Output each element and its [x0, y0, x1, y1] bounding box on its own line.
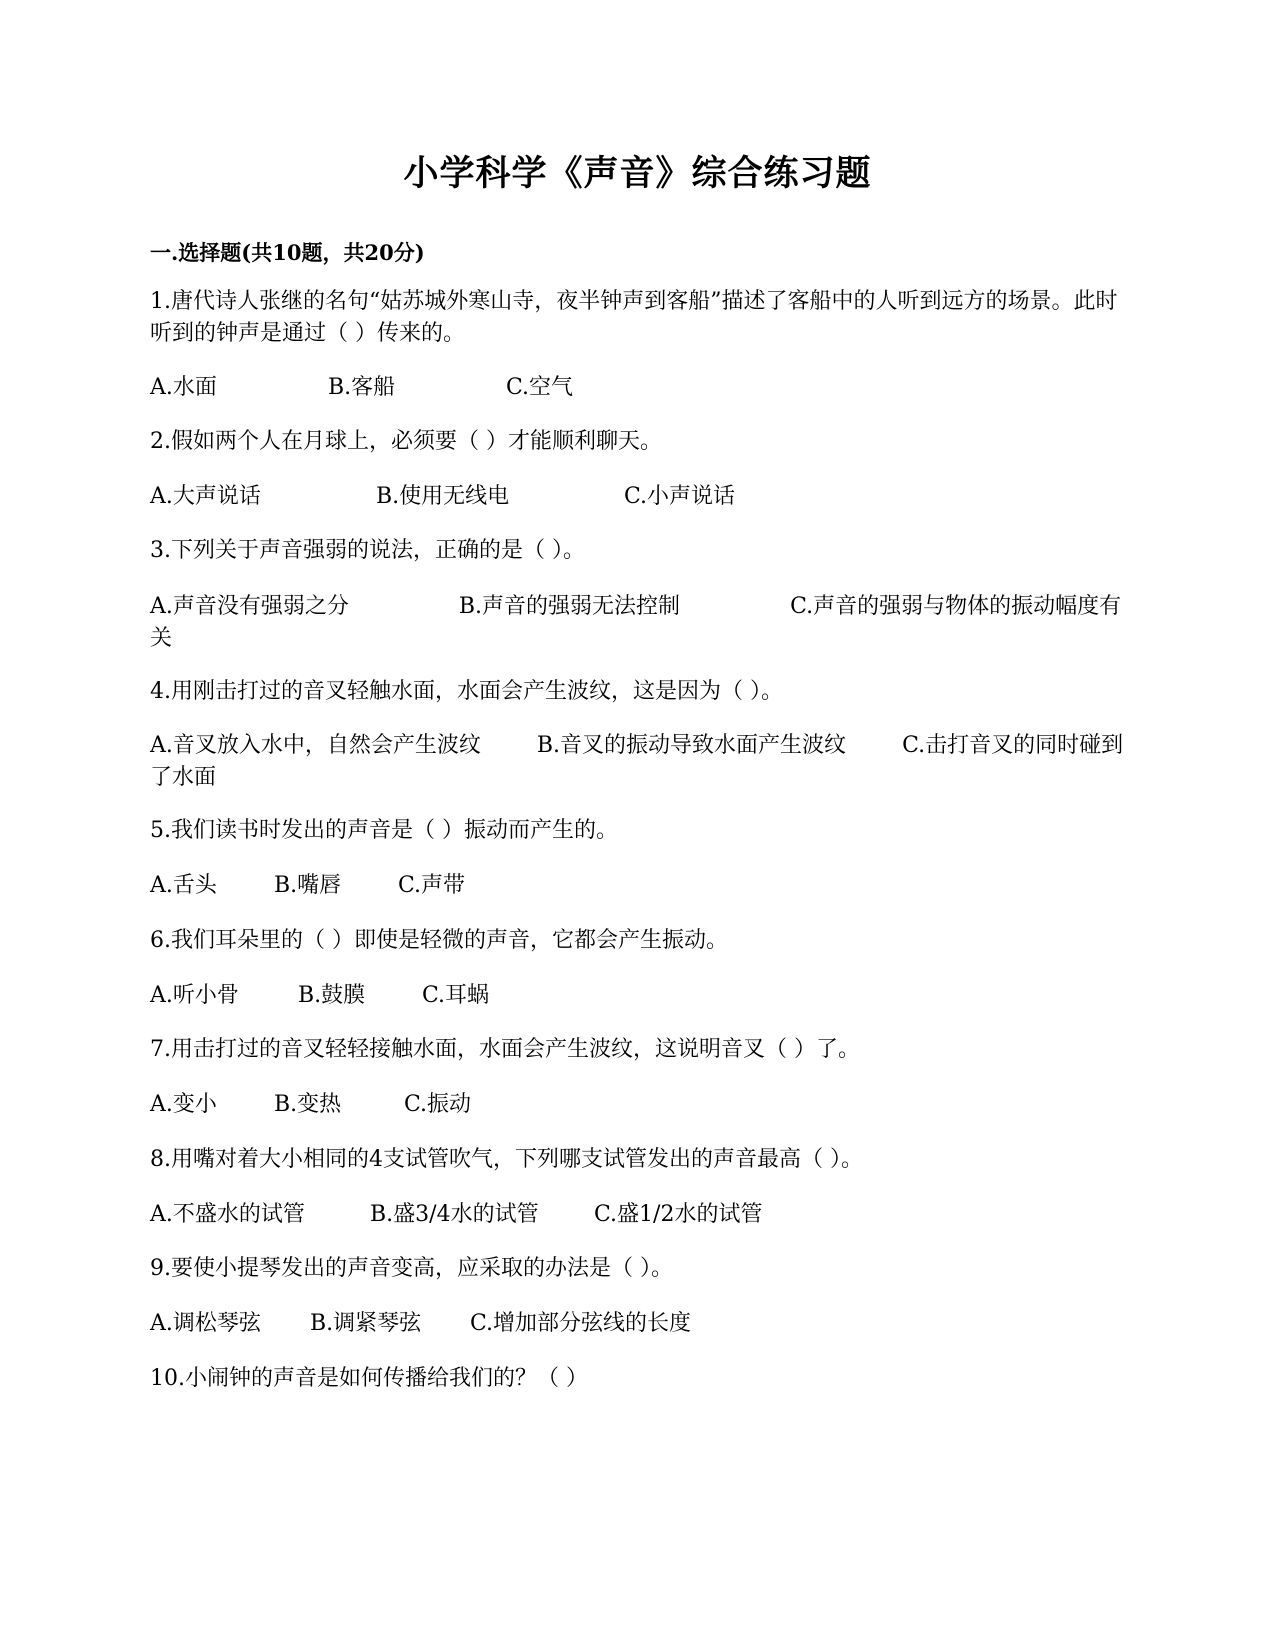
question-9-stem: 9.要使小提琴发出的声音变高，应采取的办法是（ ）。 — [150, 1256, 673, 1281]
question-4-option-a: A.音叉放入水中，自然会产生波纹 — [150, 733, 481, 758]
page-title: 小学科学《声音》综合练习题 — [403, 153, 872, 194]
question-1-option-b: B.客船 — [328, 375, 396, 400]
question-6-option-b: B.鼓膜 — [298, 983, 366, 1008]
question-8-option-c: C.盛1/2水的试管 — [594, 1202, 763, 1227]
question-1-option-c: C.空气 — [506, 375, 574, 400]
question-1-option-a: A.水面 — [150, 375, 217, 400]
question-7-stem: 7.用击打过的音叉轻轻接触水面，水面会产生波纹，这说明音叉（ ）了。 — [150, 1037, 860, 1062]
question-3-option-c: C.声音的强弱与物体的振动幅度有关 — [150, 594, 1122, 651]
question-6-option-c: C.耳蜗 — [422, 983, 490, 1008]
question-4-option-b: B.音叉的振动导致水面产生波纹 — [536, 733, 847, 758]
question-9-option-b: B.调紧琴弦 — [310, 1311, 422, 1336]
question-5-option-b: B.嘴唇 — [274, 873, 342, 898]
question-1-options — [150, 372, 1125, 404]
question-8-options — [150, 1199, 1125, 1231]
question-4-options — [150, 730, 1125, 794]
question-2-stem: 2.假如两个人在月球上，必须要（ ）才能顺利聊天。 — [150, 429, 662, 454]
question-10-stem: 10.小闹钟的声音是如何传播给我们的？（ ） — [150, 1366, 588, 1391]
question-9-option-c: C.增加部分弦线的长度 — [470, 1311, 692, 1336]
question-5-stem: 5.我们读书时发出的声音是（ ）振动而产生的。 — [150, 818, 618, 843]
question-9-option-a: A.调松琴弦 — [150, 1311, 261, 1336]
section-heading: 一.选择题(共10题，共20分) — [150, 240, 425, 265]
question-6-stem: 6.我们耳朵里的（ ）即使是轻微的声音，它都会产生振动。 — [150, 928, 728, 953]
question-4-option-c: C.击打音叉的同时碰到了水面 — [150, 733, 1124, 790]
question-2-option-b: B.使用无线电 — [376, 484, 510, 509]
question-5-option-c: C.声带 — [398, 873, 466, 898]
question-2-options — [150, 481, 1125, 513]
question-7-option-c: C.振动 — [404, 1092, 472, 1117]
question-1-stem: 1.唐代诗人张继的名句“姑苏城外寒山寺，夜半钟声到客船”描述了客船中的人听到远方的场景。此时听到的钟声是通过（ ）传来的。 — [150, 289, 1118, 346]
question-2-option-c: C.小声说话 — [624, 484, 736, 509]
question-8-option-a: A.不盛水的试管 — [150, 1202, 305, 1227]
question-2-option-a: A.大声说话 — [150, 484, 261, 509]
question-4-stem: 4.用刚击打过的音叉轻触水面，水面会产生波纹，这是因为（ ）。 — [150, 679, 783, 704]
question-8-option-b: B.盛3/4水的试管 — [370, 1202, 539, 1227]
question-7-option-b: B.变热 — [274, 1092, 342, 1117]
question-6-option-a: A.听小骨 — [150, 983, 239, 1008]
question-8-stem: 8.用嘴对着大小相同的4支试管吹气，下列哪支试管发出的声音最高（ ）。 — [150, 1147, 863, 1172]
question-3-options — [150, 591, 1125, 655]
question-5-option-a: A.舌头 — [150, 873, 217, 898]
question-3-stem: 3.下列关于声音强弱的说法，正确的是（ ）。 — [150, 538, 585, 563]
question-7-options — [150, 1089, 1125, 1121]
question-7-option-a: A.变小 — [150, 1092, 217, 1117]
question-6-options — [150, 980, 1125, 1012]
question-5-options — [150, 870, 1125, 902]
question-3-option-a: A.声音没有强弱之分 — [150, 594, 349, 619]
question-9-options — [150, 1308, 1125, 1340]
question-3-option-b: B.声音的强弱无法控制 — [458, 594, 681, 619]
